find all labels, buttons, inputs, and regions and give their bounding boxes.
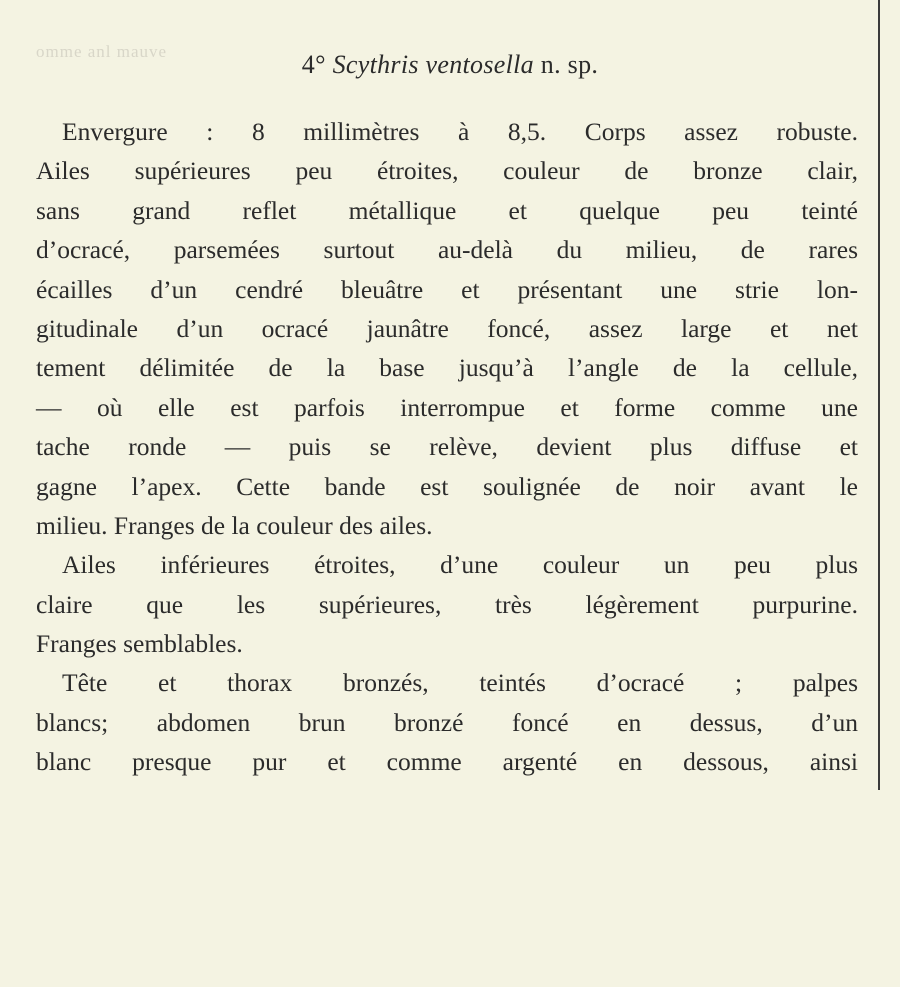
text-line: Ailes inférieures étroites, d’une couleur un peu plus [62, 550, 858, 580]
text-line: d’ocracé, parsemées surtout au-delà du milieu, de rares [36, 235, 858, 265]
text-line: sans grand reflet métallique et quelque peu teinté [36, 195, 858, 225]
text-line: gitudinale d’un ocracé jaunâtre foncé, assez large et net [36, 313, 858, 343]
text-line: blancs; abdomen brun bronzé foncé en dessus, d’un [36, 707, 858, 737]
heading-suffix: n. sp. [540, 50, 599, 79]
text-line: Tête et thorax bronzés, teintés d’ocracé ; palpes [62, 668, 858, 698]
text-line: Ailes supérieures peu étroites, couleur de bronze clair, [36, 156, 858, 186]
text-line: Envergure : 8 millimètres à 8,5. Corps assez robuste. [62, 117, 858, 146]
heading-species-name: Scythris ventosella [332, 50, 534, 79]
text-line: Franges semblables. [36, 629, 243, 659]
text-line: claire que les supérieures, très légèrement purpurine. [36, 589, 858, 619]
text-line: blanc presque pur et comme argenté en dessous, ainsi [36, 747, 858, 777]
text-line: gagne l’apex. Cette bande est soulignée de noir avant le [36, 471, 858, 501]
species-heading [0, 50, 900, 80]
description-text [36, 112, 858, 782]
text-line: tement délimitée de la base jusqu’à l’angle de la cellule, [36, 353, 858, 383]
text-line: milieu. Franges de la couleur des ailes. [36, 510, 433, 540]
text-line: tache ronde — puis se relève, devient plus diffuse et [36, 432, 858, 462]
show-through-text: omme anl mauve [36, 42, 168, 61]
page-edge-rule [878, 0, 880, 790]
text-line: — où elle est parfois interrompue et forme comme une [36, 392, 858, 422]
heading-number: 4° [301, 50, 326, 79]
text-line: écailles d’un cendré bleuâtre et présentant une strie lon- [36, 274, 858, 304]
